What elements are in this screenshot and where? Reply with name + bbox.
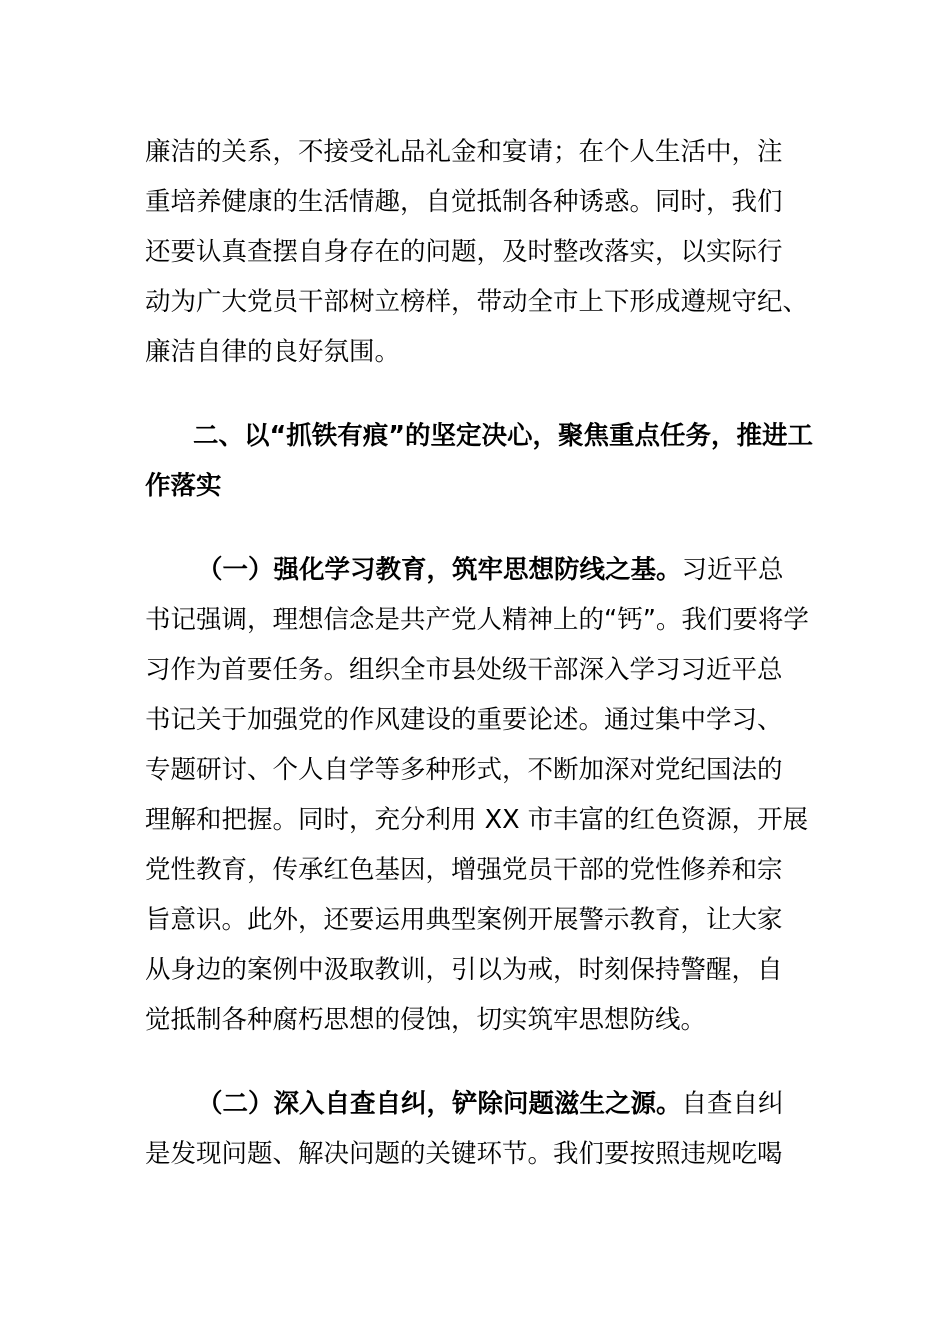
section-first-line [145,1079,805,1129]
text-line: 还要认真查摆自身存在的问题，及时整改落实，以实际行 [145,237,783,267]
text-line: 觉抵制各种腐朽思想的侵蚀，切实筑牢思想防线。 [145,1005,707,1035]
text-line: 从身边的案例中汲取教训，引以为戒，时刻保持警醒，自 [145,955,783,985]
text-line: 重培养健康的生活情趣，自觉抵制各种诱惑。同时，我们 [145,187,783,217]
text-line: 廉洁的关系，不接受礼品礼金和宴请；在个人生活中，注 [145,137,783,167]
section-1 [145,545,809,1045]
section-first-line [145,545,805,595]
text-line: 理解和把握。同时，充分利用 XX 市丰富的红色资源，开展 [145,805,809,835]
text-line: 书记关于加强党的作风建设的重要论述。通过集中学习、 [145,705,783,735]
paragraph-1 [145,127,809,377]
section-title: （二）深入自查自纠，铲除问题滋生之源。 [197,1089,682,1119]
heading-line: 二、以“抓铁有痕”的坚定决心，聚焦重点任务，推进工 [193,421,814,451]
paragraph-gap [145,1045,805,1079]
text-line: 廉洁自律的良好氛围。 [145,337,401,367]
text-line: 旨意识。此外，还要运用典型案例开展警示教育，让大家 [145,905,783,935]
text-line: 专题研讨、个人自学等多种形式，不断加深对党纪国法的 [145,755,783,785]
document-page [145,127,814,1179]
paragraph-gap [145,511,805,545]
text-line: 书记强调，理想信念是共产党人精神上的“钙”。我们要将学 [145,605,809,635]
text-line: 是发现问题、解决问题的关键环节。我们要按照违规吃喝 [145,1139,783,1169]
text-line: 党性教育，传承红色基因，增强党员干部的党性修养和宗 [145,855,783,885]
text-line: 动为广大党员干部树立榜样，带动全市上下形成遵规守纪、 [145,287,809,317]
heading-line: 作落实 [145,471,222,501]
section-text: 自查自纠 [681,1089,784,1119]
paragraph-gap [145,377,805,411]
section-text: 习近平总 [681,555,784,585]
section-title: （一）强化学习教育，筑牢思想防线之基。 [197,555,682,585]
text-line: 习作为首要任务。组织全市县处级干部深入学习习近平总 [145,655,783,685]
section-2 [145,1079,805,1179]
heading-2 [145,411,814,511]
